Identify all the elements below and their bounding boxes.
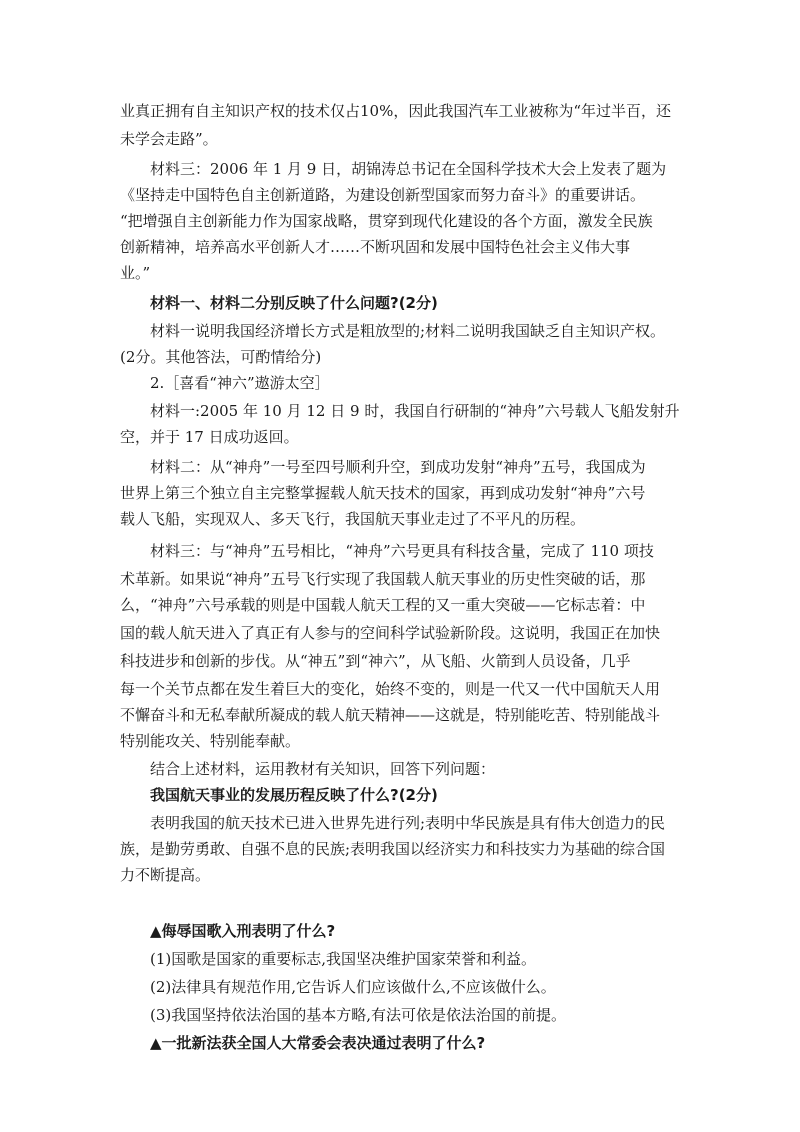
answer-line: (3)我国坚持依法治国的基本方略,有法可依是依法治国的前提。	[150, 1006, 567, 1024]
answer-line: (2)法律具有规范作用,它告诉人们应该做什么,不应该做什么。	[150, 978, 556, 996]
text-line: 业真正拥有自主知识产权的技术仅占10%，因此我国汽车工业被称为“年过半百，还	[120, 102, 672, 120]
text-line: 么，“神舟”六号承载的则是中国载人航天工程的又一重大突破——它标志着：中	[120, 596, 646, 614]
question-heading: 材料一、材料二分别反映了什么问题?(2分)	[150, 294, 438, 312]
text-line: 特别能攻关、特别能奉献。	[120, 732, 301, 750]
answer-line: 表明我国的航天技术已进入世界先进行列;表明中华民族是具有伟大创造力的民	[150, 814, 666, 832]
section-heading: 2.［喜看“神六”遨游太空］	[150, 374, 330, 392]
text-line: 科技进步和创新的步伐。从“神五”到“神六”，从飞船、火箭到人员设备，几乎	[120, 652, 631, 670]
text-line: 未学会走路”。	[120, 130, 218, 148]
text-line: 术革新。如果说“神舟”五号飞行实现了我国载人航天事业的历史性突破的话，那	[120, 570, 646, 588]
answer-line: (1)国歌是国家的重要标志,我国坚决维护国家荣誉和利益。	[150, 950, 537, 968]
answer-line: (2分。其他答法，可酌情给分)	[120, 348, 322, 366]
text-line: 世界上第三个独立自主完整掌握载人航天技术的国家，再到成功发射“神舟”六号	[120, 484, 646, 502]
text-line: 每一个关节点都在发生着巨大的变化，始终不变的，则是一代又一代中国航天人用	[120, 680, 661, 698]
answer-line: 族，是勤劳勇敢、自强不息的民族;表明我国以经济实力和科技实力为基础的综合国	[120, 840, 666, 858]
text-line: 材料二：从“神舟”一号至四号顺利升空，到成功发射“神舟”五号，我国成为	[150, 458, 646, 476]
question-heading: ▲一批新法获全国人大常委会表决通过表明了什么?	[150, 1034, 486, 1052]
text-line: 空，并于 17 日成功返回。	[120, 428, 299, 446]
text-line: 材料三：与“神舟”五号相比，“神舟”六号更具有科技含量，完成了 110 项技	[150, 542, 654, 560]
answer-line: 材料一说明我国经济增长方式是粗放型的;材料二说明我国缺乏自主知识产权。	[150, 322, 666, 340]
text-line: 创新精神，培养高水平创新人才……不断巩固和发展中国特色社会主义伟大事	[120, 238, 631, 256]
text-line: 不懈奋斗和无私奉献所凝成的载人航天精神——这就是，特别能吃苦、特别能战斗	[120, 706, 661, 724]
question-heading: 我国航天事业的发展历程反映了什么?(2分)	[150, 786, 438, 804]
text-line: 《坚持走中国特色自主创新道路，为建设创新型国家而努力奋斗》的重要讲话。	[120, 186, 646, 204]
question-heading: ▲侮辱国歌入刑表明了什么?	[150, 922, 336, 940]
answer-line: 力不断提高。	[120, 866, 211, 884]
text-line: “把增强自主创新能力作为国家战略，贯穿到现代化建设的各个方面，激发全民族	[120, 212, 653, 230]
text-line: 材料三：2006 年 1 月 9 日，胡锦涛总书记在全国科学技术大会上发表了题为	[150, 160, 667, 178]
text-line: 载人飞船，实现双人、多天飞行，我国航天事业走过了不平凡的历程。	[120, 510, 586, 528]
text-line: 国的载人航天进入了真正有人参与的空间科学试验新阶段。这说明，我国正在加快	[120, 624, 661, 642]
instruction-line: 结合上述材料，运用教材有关知识，回答下列问题：	[150, 760, 496, 778]
text-line: 材料一:2005 年 10 月 12 日 9 时，我国自行研制的“神舟”六号载人飞船发射升	[150, 402, 680, 420]
text-line: 业。”	[120, 264, 151, 282]
